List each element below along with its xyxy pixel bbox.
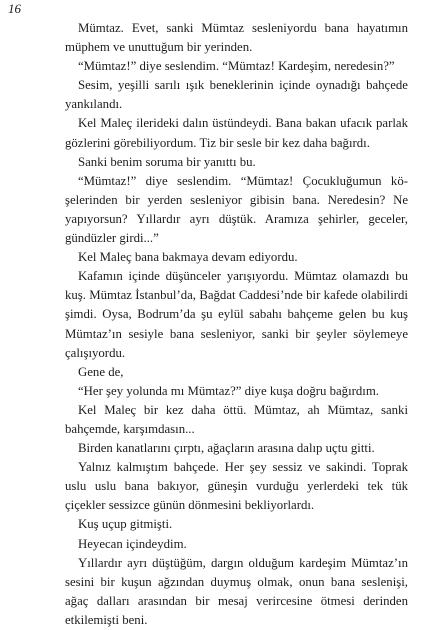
paragraph: Kel Maleç ilerideki dalın üstündeydi. Bana bakan ufacık parlak gözlerini görebiliyordum. Tiz bir sesle bir kez daha bağırdı.: [65, 116, 408, 150]
paragraph: Gene de,: [78, 364, 124, 379]
paragraph: Yalnız kalmıştım bahçede. Her şey sessiz ve sakindi. Toprak uslu uslu bana bakıyor, güneşin vurduğu yerlerdeki tek tük çiçekler sessizce günün dönmesini bekliyorlardı.: [65, 460, 408, 513]
paragraph: Heyecan içindeydim.: [78, 536, 187, 551]
paragraph: Kuş uçup gitmişti.: [78, 517, 173, 532]
paragraph: Sanki benim soruma bir yanıttı bu.: [78, 154, 256, 169]
paragraph: Sesim, yeşilli sarılı ışık beneklerinin içinde oynadığı bahçede yankılandı.: [65, 78, 408, 112]
paragraph: “Mümtaz!” diye seslendim. “Mümtaz! Çocukluğumun köşelerinden bir yerden sesleniyor gibisin bana. Neredesin? Ne yapıyorsun? Yıllardır ayrı düştük. Aramıza şehirler, geceler, gündüzler girdi...”: [65, 173, 408, 246]
paragraph: Birden kanatlarını çırptı, ağaçların arasına dalıp uçtu gitti.: [78, 441, 375, 456]
paragraph: Kafamın içinde düşünceler yarışıyordu. Mümtaz olamazdı bu kuş. Mümtaz İstanbul’da, Bağdat Caddesi’nde bir kafede olabilirdi şimdi. Oysa, Bodrum’da şu eylül sabahı bahçeme gelen bu kuş Mümtaz’ın sesiyle bana sesleniyor, sanki bir şeyler söylemeye çalışıyordu.: [65, 269, 408, 360]
body-text: [65, 19, 408, 630]
paragraph: “Her şey yolunda mı Mümtaz?” diye kuşa doğru bağırdım.: [78, 383, 380, 398]
paragraph: Kel Maleç bir kez daha öttü. Mümtaz, ah Mümtaz, sanki bahçemde, karşımdasın...: [65, 402, 408, 436]
paragraph: Yıllardır ayrı düştüğüm, dargın olduğum kardeşim Mümtaz’ın sesini bir kuşun ağzından duymuş olmak, onun bana seslenişi, ağaç dalları arasından bir mesaj verircesine ötmesi derinden etkilemişti beni.: [65, 555, 408, 627]
paragraph: “Mümtaz!” diye seslendim. “Mümtaz! Kardeşim, neredesin?”: [78, 59, 395, 74]
paragraph: Mümtaz. Evet, sanki Mümtaz sesleniyordu bana hayatımın müphem ve unuttuğum bir yerinden.: [65, 21, 408, 55]
page-number: 16: [8, 1, 21, 16]
paragraph: Kel Maleç bana bakmaya devam ediyordu.: [78, 250, 298, 265]
